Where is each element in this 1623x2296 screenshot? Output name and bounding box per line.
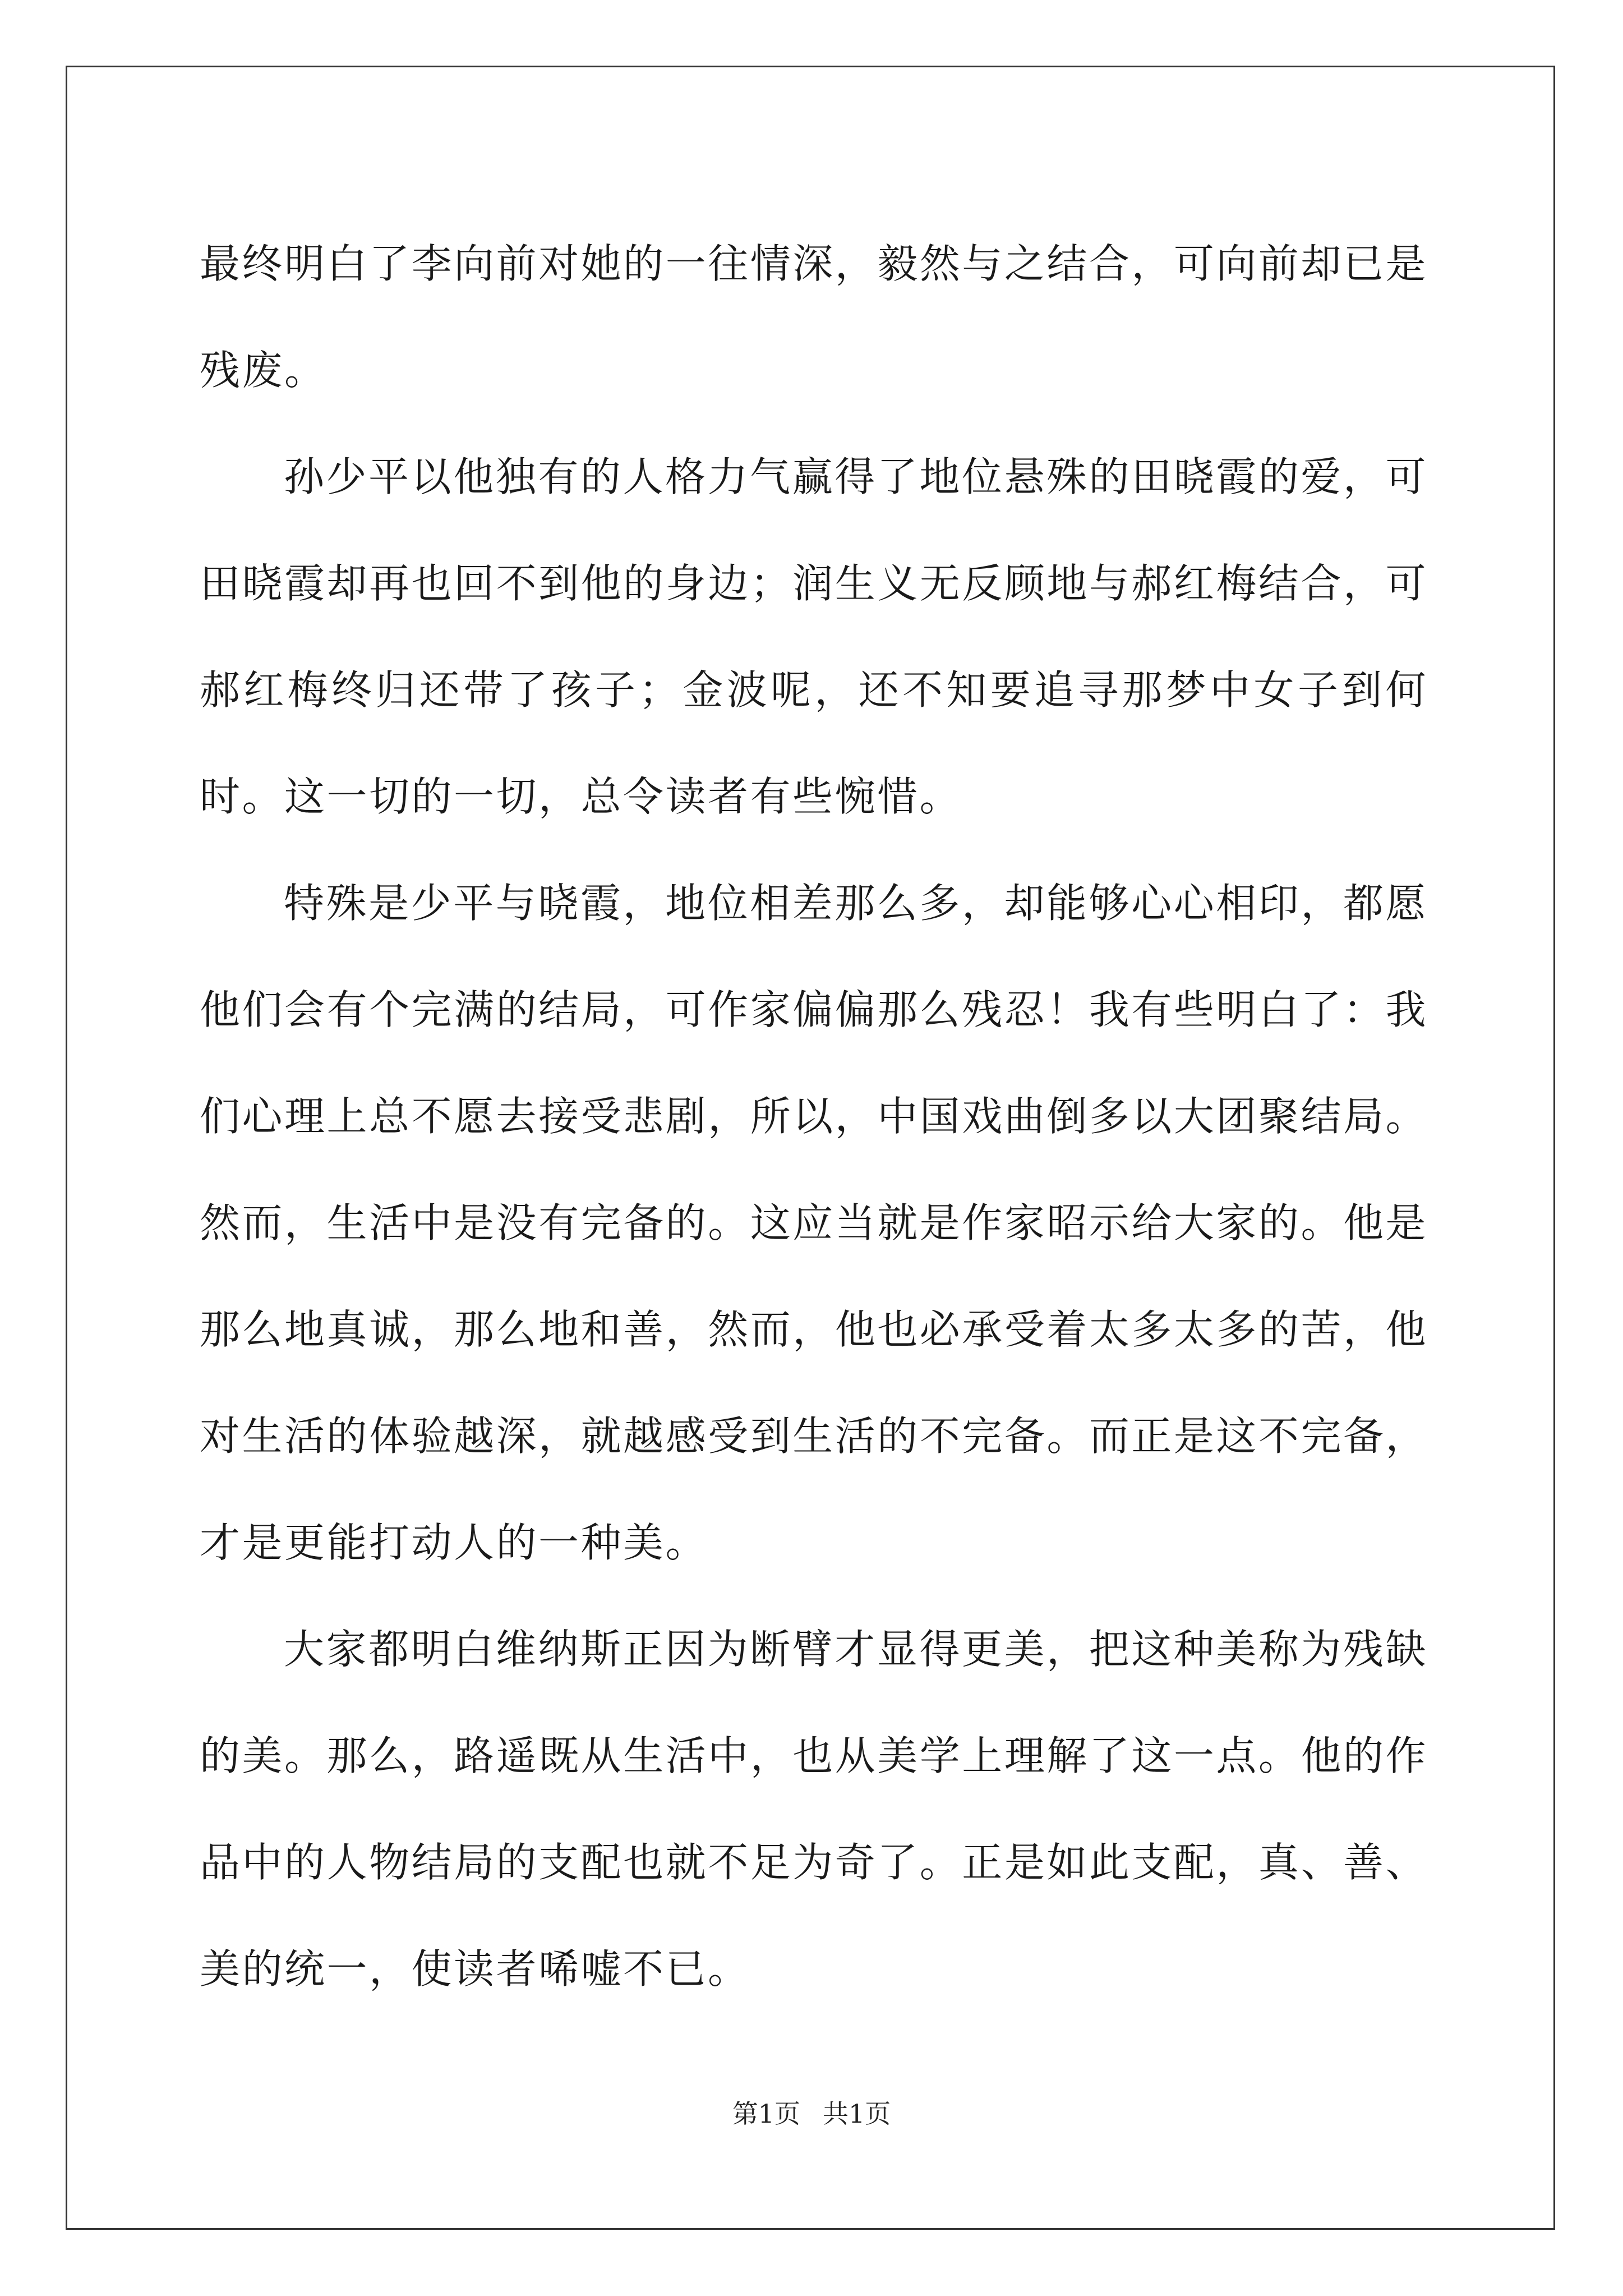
document-body — [200, 210, 1428, 2022]
page-number: 第1页 — [732, 2099, 800, 2129]
paragraph: 特殊是少平与晓霞，地位相差那么多，却能够心心相印，都愿他们会有个完满的结局，可作家偏偏那么残忍！我有些明白了：我们心理上总不愿去接受悲剧，所以，中国戏曲倒多以大团聚结局。然而，生活中是没有完备的。这应当就是作家昭示给大家的。他是那么地真诚，那么地和善，然而，他也必承受着太多太多的苦，他对生活的体验越深，就越感受到生活的不完备。而正是这不完备，才是更能打动人的一种美。 — [200, 880, 1428, 1566]
page-total: 共1页 — [823, 2099, 891, 2129]
page-footer — [0, 2097, 1623, 2131]
paragraph-continuation: 最终明白了李向前对她的一往情深，毅然与之结合，可向前却已是残废。 — [200, 240, 1428, 394]
paragraph: 大家都明白维纳斯正因为断臂才显得更美，把这种美称为残缺的美。那么，路遥既从生活中，也从美学上理解了这一点。他的作品中的人物结局的支配也就不足为奇了。正是如此支配，真、善、美的统一，使读者唏嘘不已。 — [200, 1626, 1428, 1993]
paragraph: 孙少平以他独有的人格力气赢得了地位悬殊的田晓霞的爱，可田晓霞却再也回不到他的身边；润生义无反顾地与郝红梅结合，可郝红梅终归还带了孩子；金波呢，还不知要追寻那梦中女子到何时。这一切的一切，总令读者有些惋惜。 — [200, 453, 1428, 820]
